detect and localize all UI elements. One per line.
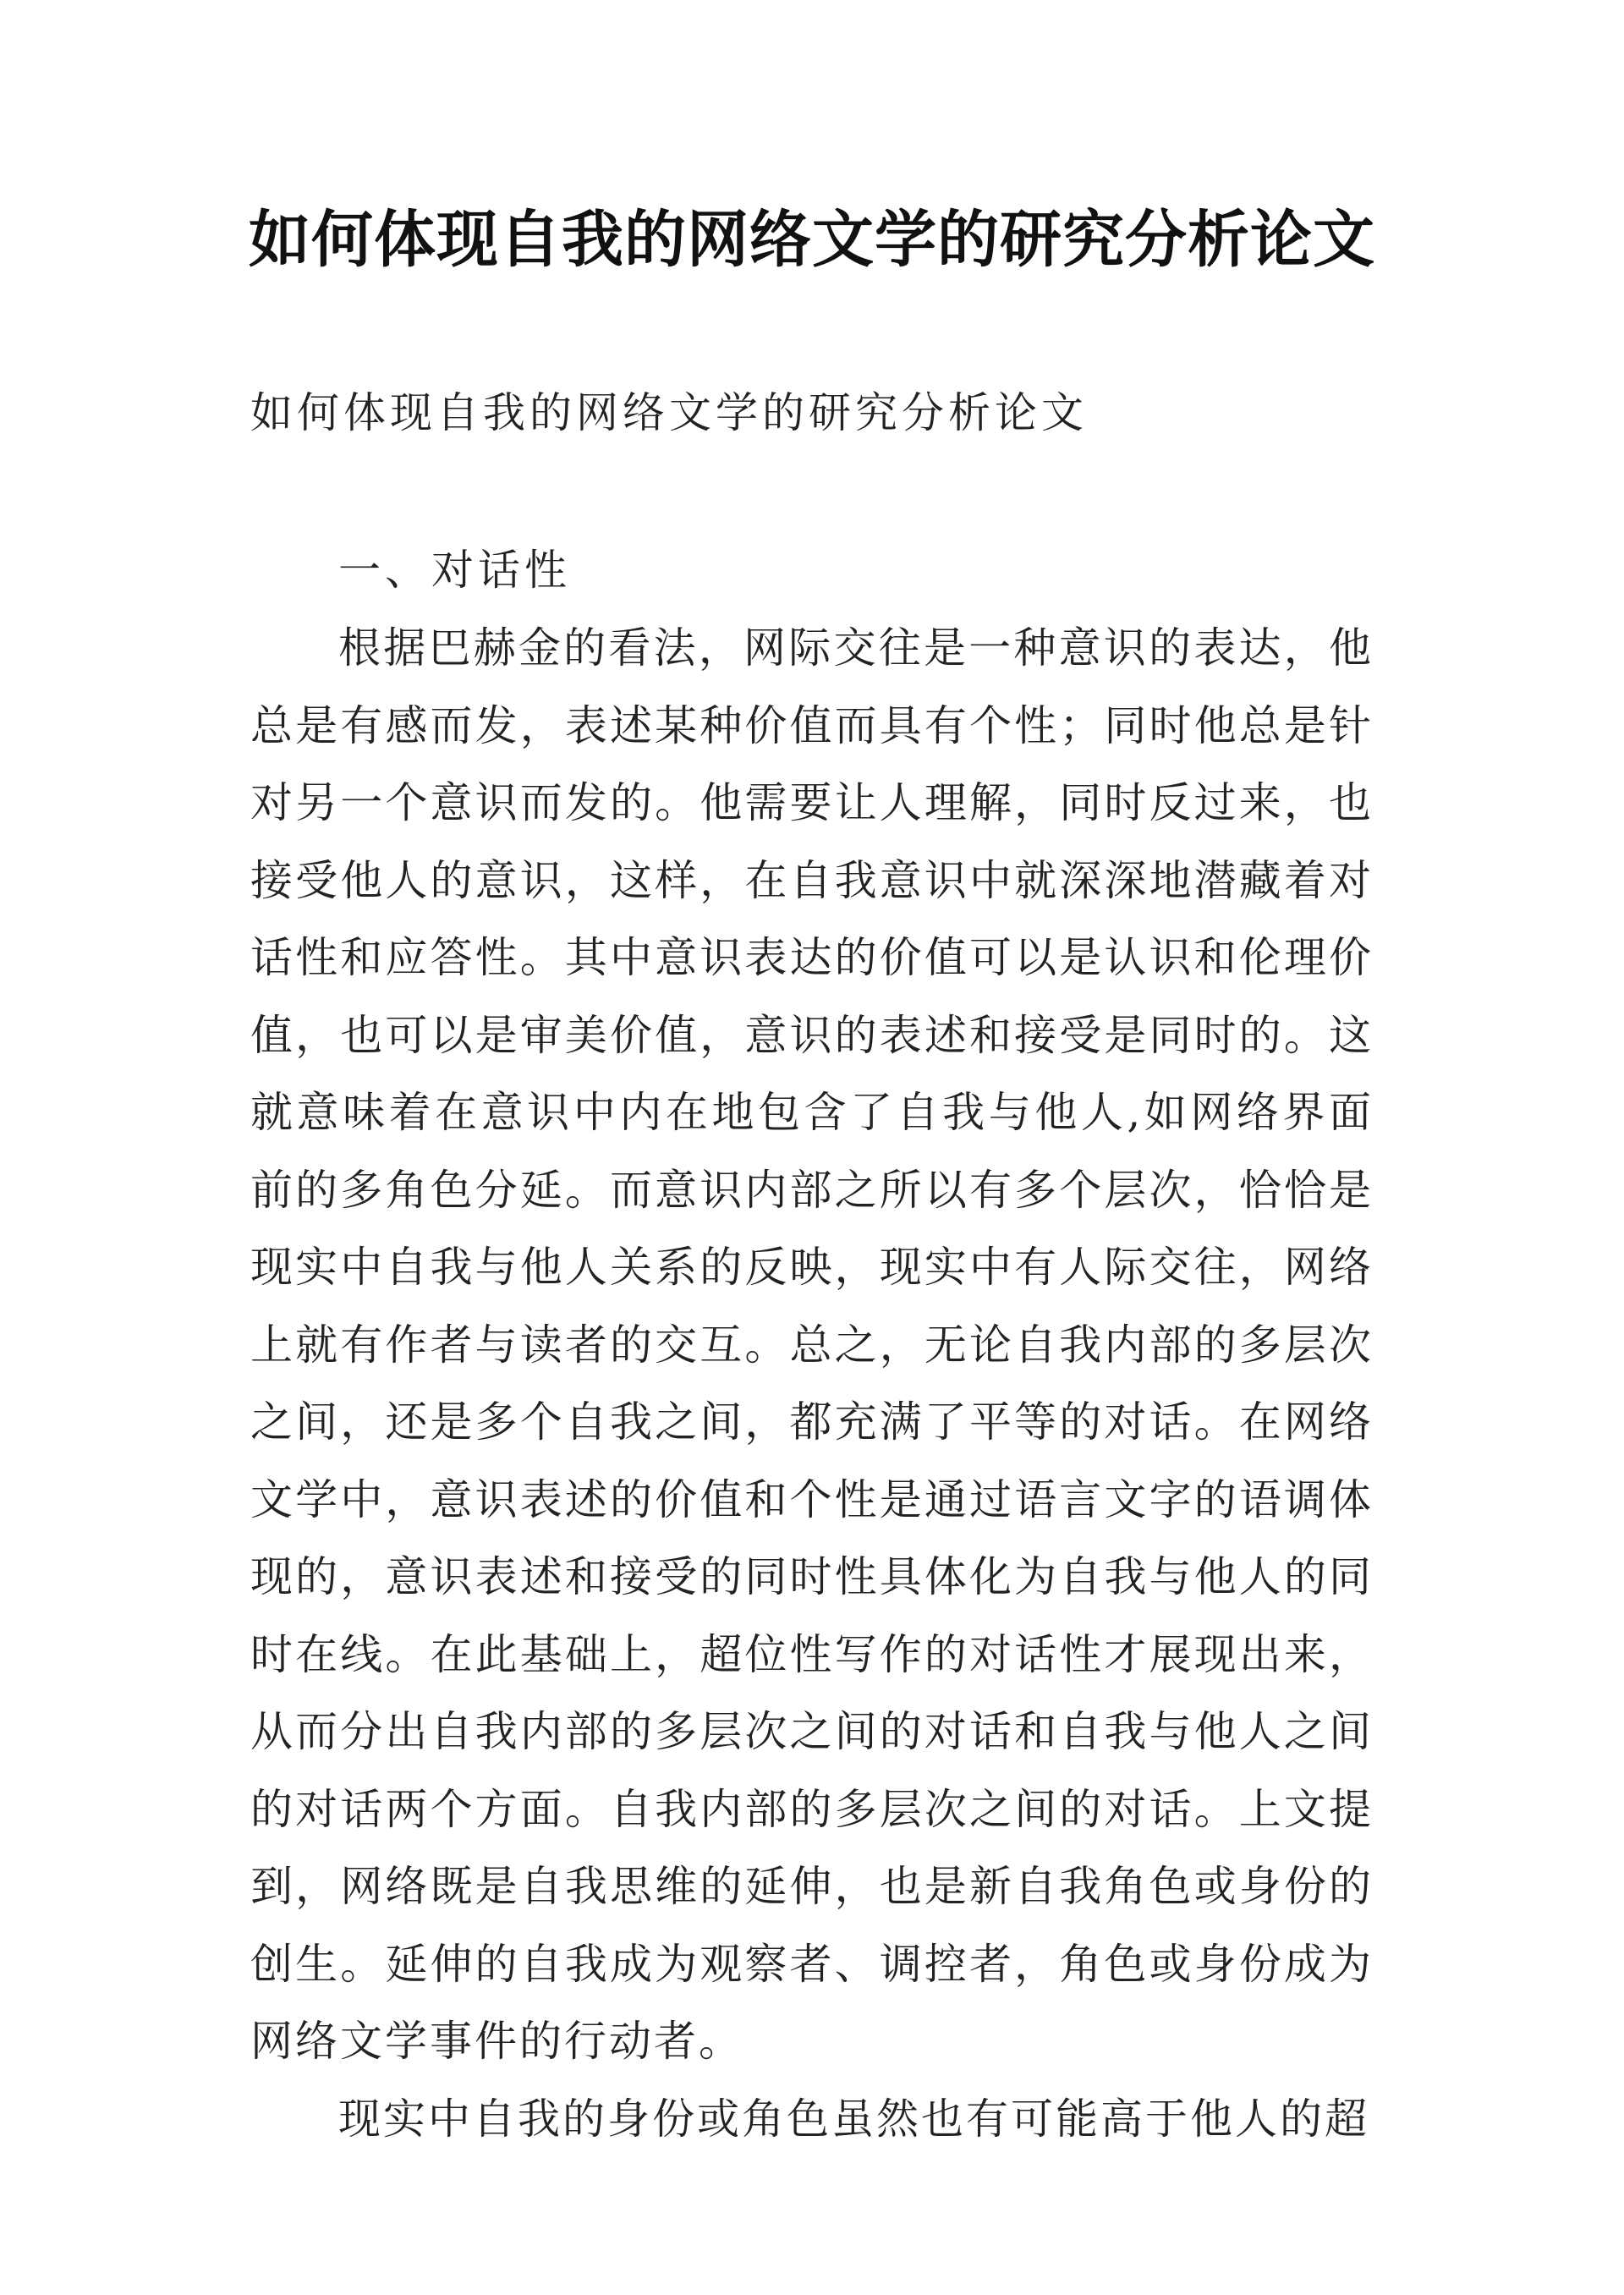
body-paragraph: 根据巴赫金的看法，网际交往是一种意识的表达，他总是有感而发，表述某种价值而具有个性；同时他总是针对另一个意识而发的。他需要让人理解，同时反过来，也接受他人的意识，这样，在自我意识中就深深地潜藏着对话性和应答性。其中意识表达的价值可以是认识和伦理价值，也可以是审美价值，意识的表述和接受是同时的。这就意味着在意识中内在地包含了自我与他人,如网络界面前的多角色分延。而意识内部之所以有多个层次，恰恰是现实中自我与他人关系的反映，现实中有人际交往，网络上就有作者与读者的交互。总之，无论自我内部的多层次之间，还是多个自我之间，都充满了平等的对话。在网络文学中，意识表述的价值和个性是通过语言文字的语调体现的，意识表述和接受的同时性具体化为自我与他人的同时在线。在此基础上，超位性写作的对话性才展现出来，从而分出自我内部的多层次之间的对话和自我与他人之间的对话两个方面。自我内部的多层次之间的对话。上文提到，网络既是自我思维的延伸，也是新自我角色或身份的创生。延伸的自我成为观察者、调控者，角色或身份成为网络文学事件的行动者。: [250, 623, 1374, 2066]
document-body: [250, 610, 1374, 2158]
body-paragraph: 现实中自我的身份或角色虽然也有可能高于他人的超: [338, 2094, 1369, 2144]
document-title: 如何体现自我的网络文学的研究分析论文: [249, 203, 1375, 276]
section-heading: 一、对话性: [338, 546, 571, 595]
document-subtitle: 如何体现自我的网络文学的研究分析论文: [250, 388, 1088, 437]
